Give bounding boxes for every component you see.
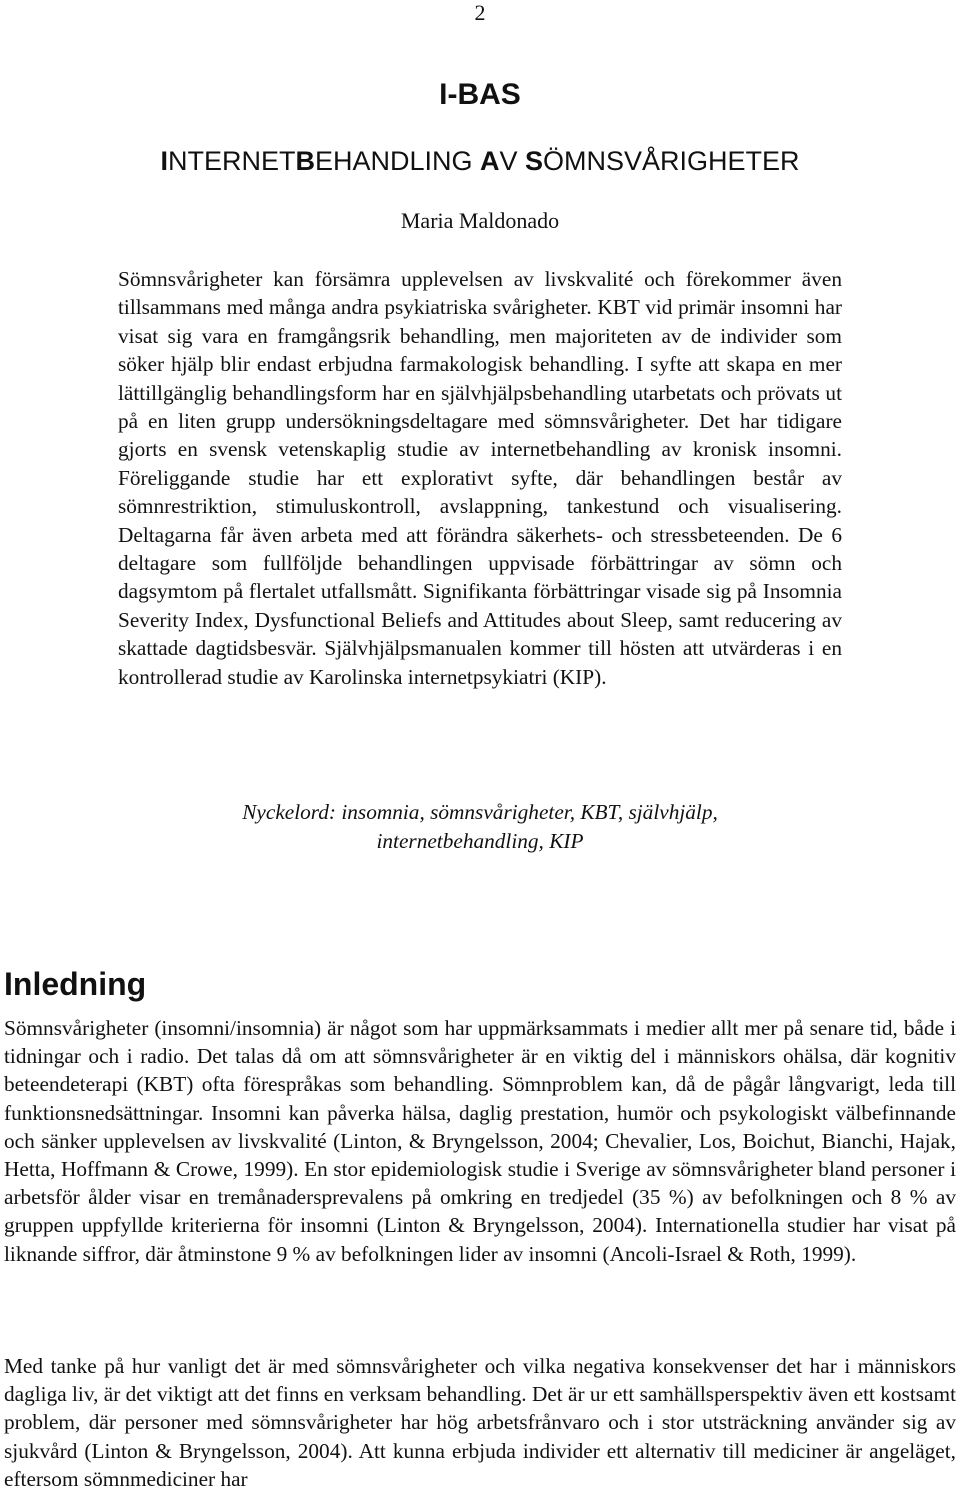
subtitle-part: B [295,146,315,176]
page-subtitle [0,146,960,177]
subtitle-part: V [499,146,526,176]
subtitle-part: ÖMNSVÅRIGHETER [543,146,800,176]
keywords: Nyckelord: insomnia, sömnsvårigheter, KBT, självhjälp, internetbehandling, KIP [242,800,718,853]
author-name: Maria Maldonado [400,208,560,233]
body-paragraph: Sömnsvårigheter (insomni/insomnia) är något som har uppmärksammats i medier allt mer på senare tid, både i tidningar och i radio. Det talas då om att sömnsvårigheter är en viktig del i människors ohälsa, där kognitiv beteendeterapi (KBT) ofta förespråkas som behandling. Sömnproblem kan, då de pågår långvarigt, leda till funktionsnedsättningar. Insomni kan påverka hälsa, daglig prestation, humör och psykologiskt välbefinnande och sänker upplevelsen av livskvalité (Linton, & Bryngelsson, 2004; Chevalier, Los, Boichut, Bianchi, Hajak, Hetta, Hoffmann & Crowe, 1999). En stor epidemiologisk studie i Sverige av sömnsvårigheter bland personer i arbetsför ålder visar en tremånadersprevalens på omkring en tredjedel (35 %) av befolkningen och 8 % av gruppen uppfyllde kriterierna för insomni (Linton & Bryngelsson, 2004). Internationella studier har visat på liknande siffror, där åtminstone 9 % av befolkningen lider av insomni (Ancoli-Israel & Roth, 1999). [4,1016,956,1266]
section-heading: Inledning [4,966,147,1002]
subtitle-part: I [160,146,168,176]
page-title: I-BAS [439,78,521,111]
subtitle-part: NTERNET [167,146,296,176]
subtitle-part: EHANDLING [314,146,480,176]
subtitle-part: A [480,146,500,176]
subtitle-part: S [525,146,544,176]
page-number: 2 [474,0,486,25]
abstract: Sömnsvårigheter kan försämra upplevelsen av livskvalité och förekommer även tillsammans med många andra psykiatriska svårigheter. KBT vid primär insomni har visat sig vara en framgångsrik behandling, men majoriteten av de individer som söker hjälp blir endast erbjudna farmakologisk behandling. I syfte att skapa en mer lättillgänglig behandlingsform har en självhjälpsbehandling utarbetats och prövats ut på en liten grupp undersökningsdeltagare med sömnsvårigheter. Det har tidigare gjorts en svensk vetenskaplig studie av internetbehandling av kronisk insomni. Föreliggande studie har ett explorativt syfte, där behandlingen består av sömnrestriktion, stimuluskontroll, avslappning, tankestund och visualisering. Deltagarna får även arbeta med att förändra säkerhets- och stressbeteenden. De 6 deltagare som fullföljde behandlingen uppvisade förbättringar av sömn och dagsymtom på flertalet utfallsmått. Signifikanta förbättringar visade sig på Insomnia Severity Index, Dysfunctional Beliefs and Attitudes about Sleep, samt reducering av skattade dagtidsbesvär. Självhjälpsmanualen kommer till hösten att utvärderas i en kontrollerad studie av Karolinska internetpsykiatri (KIP). [118,267,842,689]
body-paragraph: Med tanke på hur vanligt det är med sömnsvårigheter och vilka negativa konsekvenser det har i människors dagliga liv, är det viktigt att det finns en verksam behandling. Det är ur ett samhällsperspektiv även ett kostsamt problem, där personer med sömnsvårigheter har hög arbetsfrånvaro och i stor utsträckning använder sig av sjukvård (Linton & Bryngelsson, 2004). Att kunna erbjuda individer ett alternativ till mediciner är angeläget, eftersom sömnmediciner har [4,1354,956,1491]
